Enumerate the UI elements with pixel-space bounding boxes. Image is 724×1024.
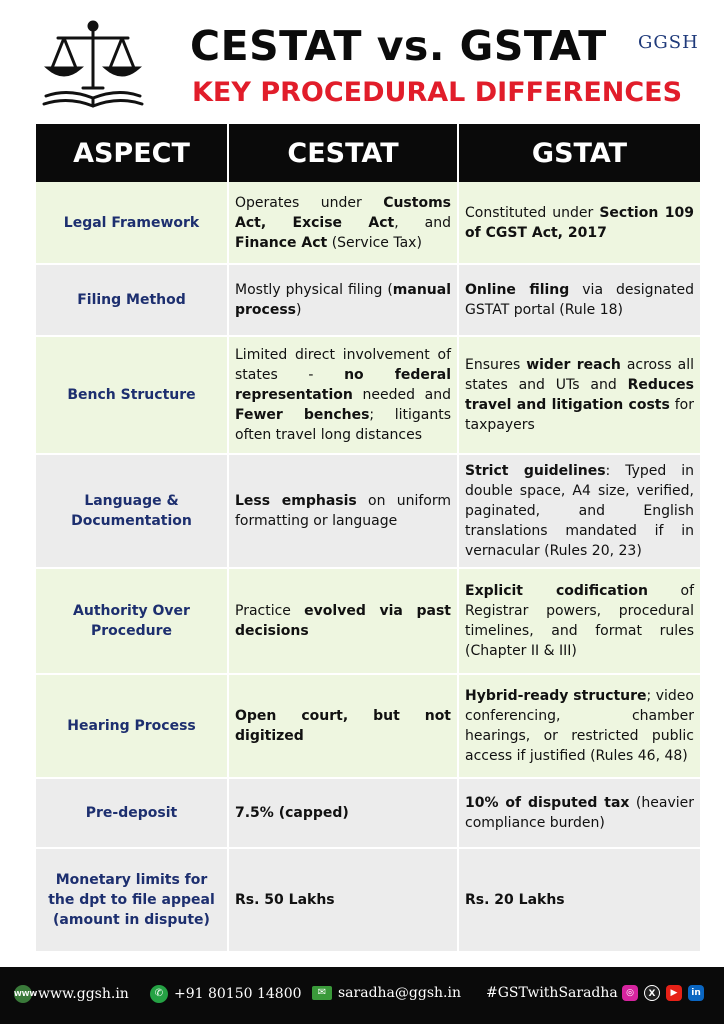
cell-text: needed and xyxy=(352,387,451,403)
gstat-cell xyxy=(458,848,700,952)
whatsapp-icon: ✆ xyxy=(150,985,168,1003)
cell-text: ; video conferencing, chamber hearings, or restricted public access if justified (Rules 46, 48) xyxy=(465,688,694,764)
cell-text: Mostly physical filing ( xyxy=(235,282,393,298)
emphasis-text: Explicit codification xyxy=(465,583,648,599)
emphasis-text: Section 109 of CGST Act, 2017 xyxy=(465,204,694,241)
emphasis-text: Customs Act, Excise Act xyxy=(235,194,451,231)
cell-text: Constituted under xyxy=(465,204,600,221)
cestat-cell xyxy=(228,778,458,848)
phone-link[interactable] xyxy=(150,985,302,1003)
emphasis-text: Open court, but not digitized xyxy=(235,708,451,744)
linkedin-icon[interactable]: in xyxy=(688,985,704,1001)
cell-text: : Typed in double space, A4 size, verified, paginated, and English translations mandated if in vernacular (Rules 20, 23) xyxy=(465,463,694,559)
emphasis-text: 7.5% (capped) xyxy=(235,805,349,821)
emphasis-text: evolved via past decisions xyxy=(235,603,452,639)
cell-text: (Service Tax) xyxy=(327,234,422,251)
aspect-cell: Hearing Process xyxy=(36,674,228,778)
cell-text: Practice xyxy=(235,603,305,619)
cell-text: Limited direct involvement of states - xyxy=(235,347,451,383)
table-row xyxy=(36,454,700,568)
hashtag-text: #GSTwithSaradha xyxy=(486,985,618,1001)
youtube-icon[interactable]: ▶ xyxy=(666,985,682,1001)
emphasis-text: Hybrid-ready structure xyxy=(465,688,647,704)
emphasis-text: Fewer benches xyxy=(235,407,370,423)
aspect-cell: Authority Over Procedure xyxy=(36,568,228,674)
website-link[interactable] xyxy=(14,985,129,1003)
cestat-cell xyxy=(228,182,458,264)
table-row xyxy=(36,778,700,848)
aspect-cell: Filing Method xyxy=(36,264,228,336)
instagram-icon[interactable]: ◎ xyxy=(622,985,638,1001)
emphasis-text: Reduces travel and litigation costs xyxy=(465,377,694,413)
column-header-cestat: CESTAT xyxy=(228,124,458,182)
cell-text: via designated GSTAT portal (Rule 18) xyxy=(465,282,695,318)
scales-of-justice-icon xyxy=(38,18,148,112)
brand-logo: GGSH xyxy=(638,32,699,53)
emphasis-text: Finance Act xyxy=(235,234,328,251)
gstat-cell xyxy=(458,568,700,674)
aspect-cell: Bench Structure xyxy=(36,336,228,454)
cestat-cell xyxy=(228,848,458,952)
globe-icon: WWW xyxy=(14,985,32,1003)
cell-text: across all states and UTs and xyxy=(465,357,695,393)
email-link[interactable] xyxy=(312,985,461,1001)
cell-text: Operates under xyxy=(235,194,384,211)
gstat-cell xyxy=(458,264,700,336)
table-row xyxy=(36,674,700,778)
website-text: www.ggsh.in xyxy=(38,986,129,1002)
emphasis-text: Less emphasis xyxy=(235,493,357,509)
cestat-cell xyxy=(228,454,458,568)
cell-text: (heavier compliance burden) xyxy=(465,795,694,831)
footer-bar xyxy=(0,967,724,1024)
cell-text: ; litigants often travel long distances xyxy=(235,407,452,443)
aspect-cell: Pre-deposit xyxy=(36,778,228,848)
phone-text: +91 80150 14800 xyxy=(174,986,302,1002)
email-text: saradha@ggsh.in xyxy=(338,985,461,1001)
column-header-gstat: GSTAT xyxy=(458,124,700,182)
table-row xyxy=(36,182,700,264)
emphasis-text: no federal representation xyxy=(235,367,451,403)
gstat-cell xyxy=(458,336,700,454)
aspect-cell: Legal Framework xyxy=(36,182,228,264)
table-header-row xyxy=(36,124,700,182)
table-row xyxy=(36,336,700,454)
page-subtitle: KEY PROCEDURAL DIFFERENCES xyxy=(192,77,683,108)
emphasis-text: Online filing xyxy=(465,282,570,298)
table-row xyxy=(36,848,700,952)
cestat-cell xyxy=(228,336,458,454)
cestat-cell xyxy=(228,674,458,778)
cell-text: on uniform formatting or language xyxy=(235,493,451,529)
emphasis-text: Strict guidelines xyxy=(465,463,606,479)
cell-text: , and xyxy=(394,214,451,231)
comparison-table xyxy=(36,124,700,953)
x-icon[interactable]: X xyxy=(644,985,660,1001)
table-row xyxy=(36,568,700,674)
gstat-cell xyxy=(458,674,700,778)
cestat-cell xyxy=(228,264,458,336)
emphasis-text: wider reach xyxy=(526,357,621,373)
envelope-icon: ✉ xyxy=(312,986,332,1000)
column-header-aspect: ASPECT xyxy=(36,124,228,182)
table-row xyxy=(36,264,700,336)
page-title: CESTAT vs. GSTAT xyxy=(190,22,607,70)
gstat-cell xyxy=(458,182,700,264)
gstat-cell xyxy=(458,454,700,568)
emphasis-text: manual process xyxy=(235,282,451,318)
page-header xyxy=(0,0,724,122)
cell-text: of Registrar powers, procedural timelines, and format rules (Chapter II & III) xyxy=(465,583,694,659)
aspect-cell: Language & Documentation xyxy=(36,454,228,568)
emphasis-text: Rs. 20 Lakhs xyxy=(465,892,565,908)
aspect-cell: Monetary limits for the dpt to file appeal (amount in dispute) xyxy=(36,848,228,952)
emphasis-text: 10% of disputed tax xyxy=(465,795,630,811)
cell-text: Ensures xyxy=(465,357,527,373)
cell-text: for taxpayers xyxy=(465,397,694,433)
gstat-cell xyxy=(458,778,700,848)
cell-text: ) xyxy=(296,302,302,318)
emphasis-text: Rs. 50 Lakhs xyxy=(235,892,335,908)
cestat-cell xyxy=(228,568,458,674)
